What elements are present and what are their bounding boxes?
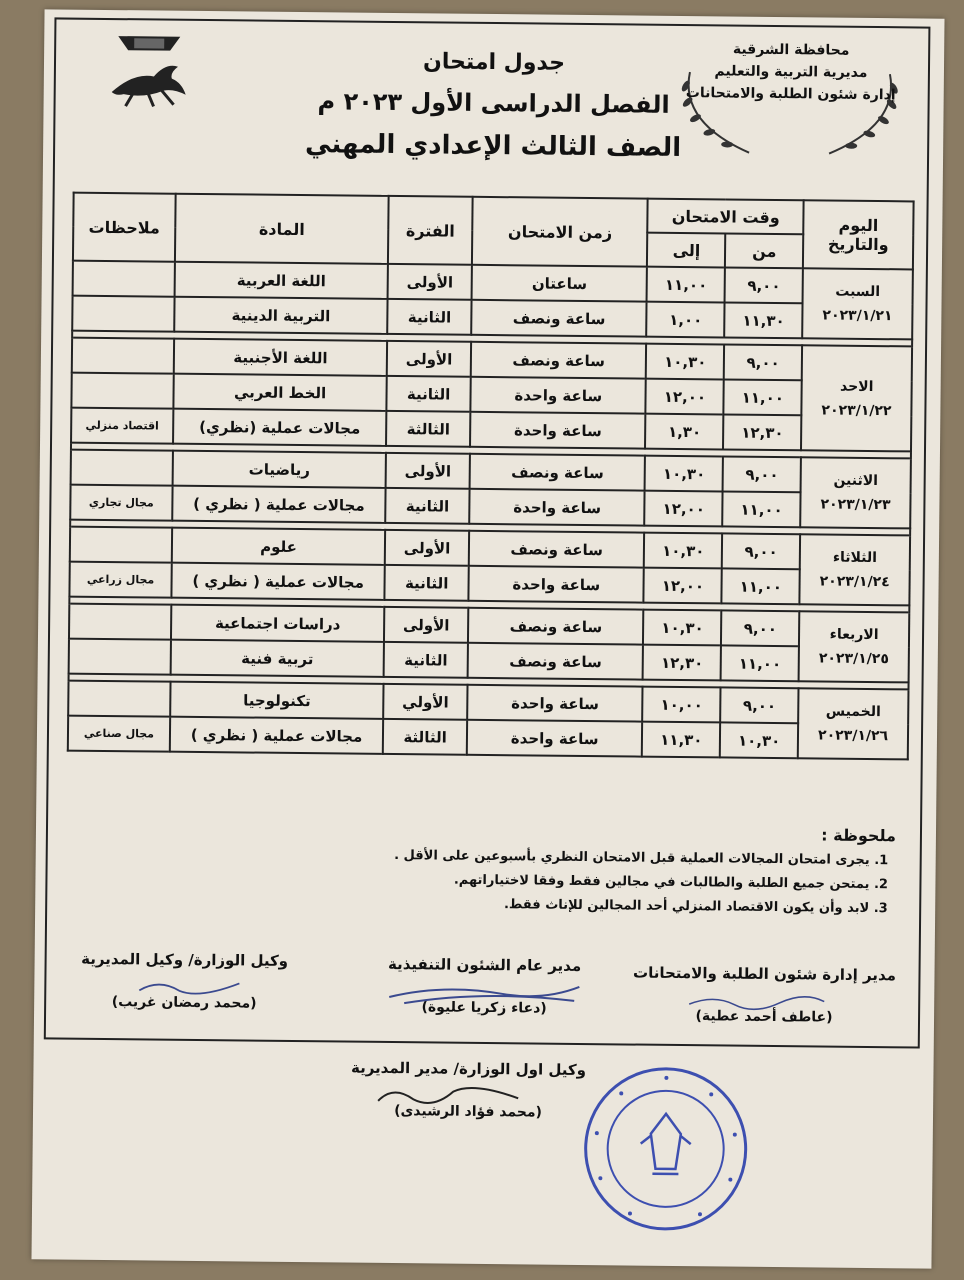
subject-cell: مجالات عملية ( نظري ) xyxy=(171,563,385,600)
day-date-cell xyxy=(801,345,912,451)
header-notes: ملاحظات xyxy=(73,193,176,262)
to-cell: ١٠,٣٠ xyxy=(643,610,721,646)
title-block xyxy=(273,48,714,164)
to-cell: ١١,٣٠ xyxy=(642,722,720,758)
duration-cell: ساعة واحدة xyxy=(470,412,646,449)
header-subject: المادة xyxy=(175,194,389,264)
subject-cell: اللغة العربية xyxy=(175,262,389,299)
schedule-body xyxy=(68,261,913,760)
org-line-directorate: مديرية التربية والتعليم xyxy=(714,63,868,81)
duration-cell: ساعة واحدة xyxy=(467,685,643,722)
document-sheet xyxy=(31,9,944,1268)
to-cell: ١١,٠٠ xyxy=(647,267,725,303)
duration-cell: ساعة واحدة xyxy=(469,489,645,526)
exam-date: ٢٠٢٣/١/٢٤ xyxy=(819,573,890,591)
subject-cell: دراسات اجتماعية xyxy=(171,605,385,642)
from-cell: ٩,٠٠ xyxy=(725,267,803,303)
from-cell: ٩,٠٠ xyxy=(721,610,799,646)
grade-title: الصف الثالث الإعدادي المهني xyxy=(304,129,682,163)
duration-cell: ساعة ونصف xyxy=(471,342,647,379)
notes-list xyxy=(295,843,896,921)
to-cell: ١٠,٣٠ xyxy=(646,344,724,380)
period-cell: الثالثة xyxy=(383,719,467,755)
header-from: من xyxy=(725,233,803,268)
note-cell xyxy=(68,681,170,717)
notes-title: ملحوظة : xyxy=(821,825,897,846)
duration-cell: ساعة واحدة xyxy=(468,566,644,603)
subject-cell: رياضيات xyxy=(173,451,387,488)
header-to: إلى xyxy=(647,233,725,268)
subject-cell: علوم xyxy=(172,528,386,565)
day-name: الثلاثاء xyxy=(832,549,878,567)
subject-cell: مجالات عملية ( نظري ) xyxy=(172,486,386,523)
signature-students-affairs xyxy=(624,963,905,1026)
exam-date: ٢٠٢٣/١/٢٣ xyxy=(820,496,891,514)
header-exam-time: وقت الامتحان xyxy=(648,199,804,235)
day-name: الاربعاء xyxy=(829,626,879,644)
day-name: السبت xyxy=(835,283,881,301)
day-date-cell xyxy=(802,268,913,339)
from-cell: ١٠,٣٠ xyxy=(720,722,798,758)
period-cell: الأولى xyxy=(388,264,472,300)
note-cell xyxy=(71,373,173,409)
signature-title: وكيل اول الوزارة/ مدير المديرية xyxy=(350,1058,587,1080)
org-line-department: إدارة شئون الطلبة والامتحانات xyxy=(685,85,896,104)
exam-schedule-table xyxy=(67,192,915,761)
to-cell: ١,٠٠ xyxy=(647,302,725,338)
subject-cell: تربية فنية xyxy=(171,640,385,677)
note-cell: مجال صناعي xyxy=(68,716,170,752)
to-cell: ١٢,٠٠ xyxy=(646,379,724,415)
duration-cell: ساعة ونصف xyxy=(471,300,647,337)
notes-section xyxy=(295,820,896,921)
subject-cell: اللغة الأجنبية xyxy=(174,339,388,376)
to-cell: ١٢,٠٠ xyxy=(644,568,722,604)
handwritten-signature xyxy=(134,976,244,999)
exam-date: ٢٠٢٣/١/٢٥ xyxy=(818,650,890,668)
subject-cell: مجالات عملية ( نظري ) xyxy=(170,717,384,754)
from-cell: ١١,٠٠ xyxy=(722,568,800,604)
from-cell: ١١,٣٠ xyxy=(724,302,802,338)
subject-cell: مجالات عملية (نظري) xyxy=(173,409,387,446)
duration-cell: ساعة واحدة xyxy=(467,720,643,757)
signature-title: مدير عام الشئون التنفيذية xyxy=(387,954,582,975)
note-cell xyxy=(73,261,175,297)
term-title: الفصل الدراسى الأول ٢٠٢٣ م xyxy=(317,87,670,119)
official-stamp-icon xyxy=(580,1063,752,1235)
from-cell: ١١,٠٠ xyxy=(721,645,799,681)
signature-name: (دعاء زكريا عليوة) xyxy=(421,999,547,1017)
to-cell: ١٢,٣٠ xyxy=(643,645,721,681)
handwritten-signature xyxy=(384,979,584,1011)
day-date-cell xyxy=(800,534,911,605)
duration-cell: ساعة ونصف xyxy=(468,643,644,680)
note-cell xyxy=(70,527,172,563)
to-cell: ١,٣٠ xyxy=(645,414,723,450)
note-item: 1. يجرى امتحان المجالات العملية قبل الامتحان النظري بأسبوعين على الأقل . xyxy=(296,843,870,873)
signature-name: (عاطف أحمد عطية) xyxy=(695,1008,833,1026)
period-cell: الأولى xyxy=(386,453,470,489)
handwritten-signature xyxy=(684,992,834,1014)
header-duration: زمن الامتحان xyxy=(472,197,648,267)
signature-deputy-ministry xyxy=(54,949,315,1012)
from-cell: ٩,٠٠ xyxy=(722,533,800,569)
note-cell xyxy=(69,639,171,675)
to-cell: ١٢,٠٠ xyxy=(645,491,723,527)
signature-title: مدير إدارة شئون الطلبة والامتحانات xyxy=(632,963,897,985)
to-cell: ١٠,٣٠ xyxy=(644,533,722,569)
signature-name: (محمد رمضان غريب) xyxy=(111,994,257,1012)
exam-date: ٢٠٢٣/١/٢١ xyxy=(822,307,893,325)
period-cell: الأولى xyxy=(385,530,469,566)
from-cell: ١١,٠٠ xyxy=(724,379,802,415)
note-cell xyxy=(71,450,173,486)
header-period: الفترة xyxy=(388,196,473,265)
period-cell: الثالثة xyxy=(386,411,470,447)
period-cell: الثانية xyxy=(385,565,469,601)
horse-emblem-icon xyxy=(103,32,194,113)
duration-cell: ساعة واحدة xyxy=(470,377,646,414)
table-row xyxy=(68,716,908,760)
note-cell xyxy=(69,604,171,640)
period-cell: الثانية xyxy=(385,488,469,524)
note-cell: مجال تجاري xyxy=(70,485,172,521)
header-day-date: اليوم والتاريخ xyxy=(803,200,914,269)
to-cell: ١٠,٣٠ xyxy=(645,456,723,492)
note-cell: مجال زراعي xyxy=(69,562,171,598)
period-cell: الأولى xyxy=(384,607,468,643)
period-cell: الثانية xyxy=(387,299,471,335)
signature-title: وكيل الوزارة/ وكيل المديرية xyxy=(81,949,289,970)
from-cell: ١١,٠٠ xyxy=(723,491,801,527)
exam-date: ٢٠٢٣/١/٢٦ xyxy=(817,727,889,745)
day-name: الاثنين xyxy=(833,472,879,490)
note-cell xyxy=(72,296,174,332)
from-cell: ٩,٠٠ xyxy=(720,687,798,723)
day-date-cell xyxy=(799,611,910,682)
signature-name: (محمد فؤاد الرشيدى) xyxy=(394,1103,543,1121)
day-name: الخميس xyxy=(825,703,881,721)
signature-first-deputy xyxy=(333,1058,604,1121)
handwritten-signature xyxy=(373,1081,523,1113)
from-cell: ٩,٠٠ xyxy=(724,344,802,380)
period-cell: الثانية xyxy=(384,642,468,678)
duration-cell: ساعة ونصف xyxy=(470,454,646,491)
from-cell: ١٢,٣٠ xyxy=(723,414,801,450)
org-line-governorate: محافظة الشرقية xyxy=(732,41,850,59)
day-name: الاحد xyxy=(839,378,874,395)
from-cell: ٩,٠٠ xyxy=(723,456,801,492)
note-cell: اقتصاد منزلي xyxy=(71,408,173,444)
signature-executive-affairs xyxy=(364,955,605,1018)
subject-cell: التربية الدينية xyxy=(174,297,388,334)
note-cell xyxy=(72,338,174,374)
note-item: 3. لابد وأن يكون الاقتصاد المنزلي أحد المجالين للإناث فقط. xyxy=(295,891,869,921)
duration-cell: ساعة ونصف xyxy=(468,608,644,645)
subject-cell: تكنولوجيا xyxy=(170,682,384,719)
to-cell: ١٠,٠٠ xyxy=(643,687,721,723)
duration-cell: ساعتان xyxy=(472,265,648,302)
period-cell: الأولي xyxy=(383,684,467,720)
day-date-cell xyxy=(800,457,911,528)
document-title: جدول امتحان xyxy=(422,49,566,76)
period-cell: الأولى xyxy=(387,341,471,377)
duration-cell: ساعة ونصف xyxy=(469,531,645,568)
exam-date: ٢٠٢٣/١/٢٢ xyxy=(821,401,892,419)
period-cell: الثانية xyxy=(387,376,471,412)
note-item: 2. يمتحن جميع الطلبة والطالبات في مجالين فقط وفقا لاختياراتهم. xyxy=(295,867,869,897)
day-date-cell xyxy=(798,688,909,759)
subject-cell: الخط العربي xyxy=(173,374,387,411)
